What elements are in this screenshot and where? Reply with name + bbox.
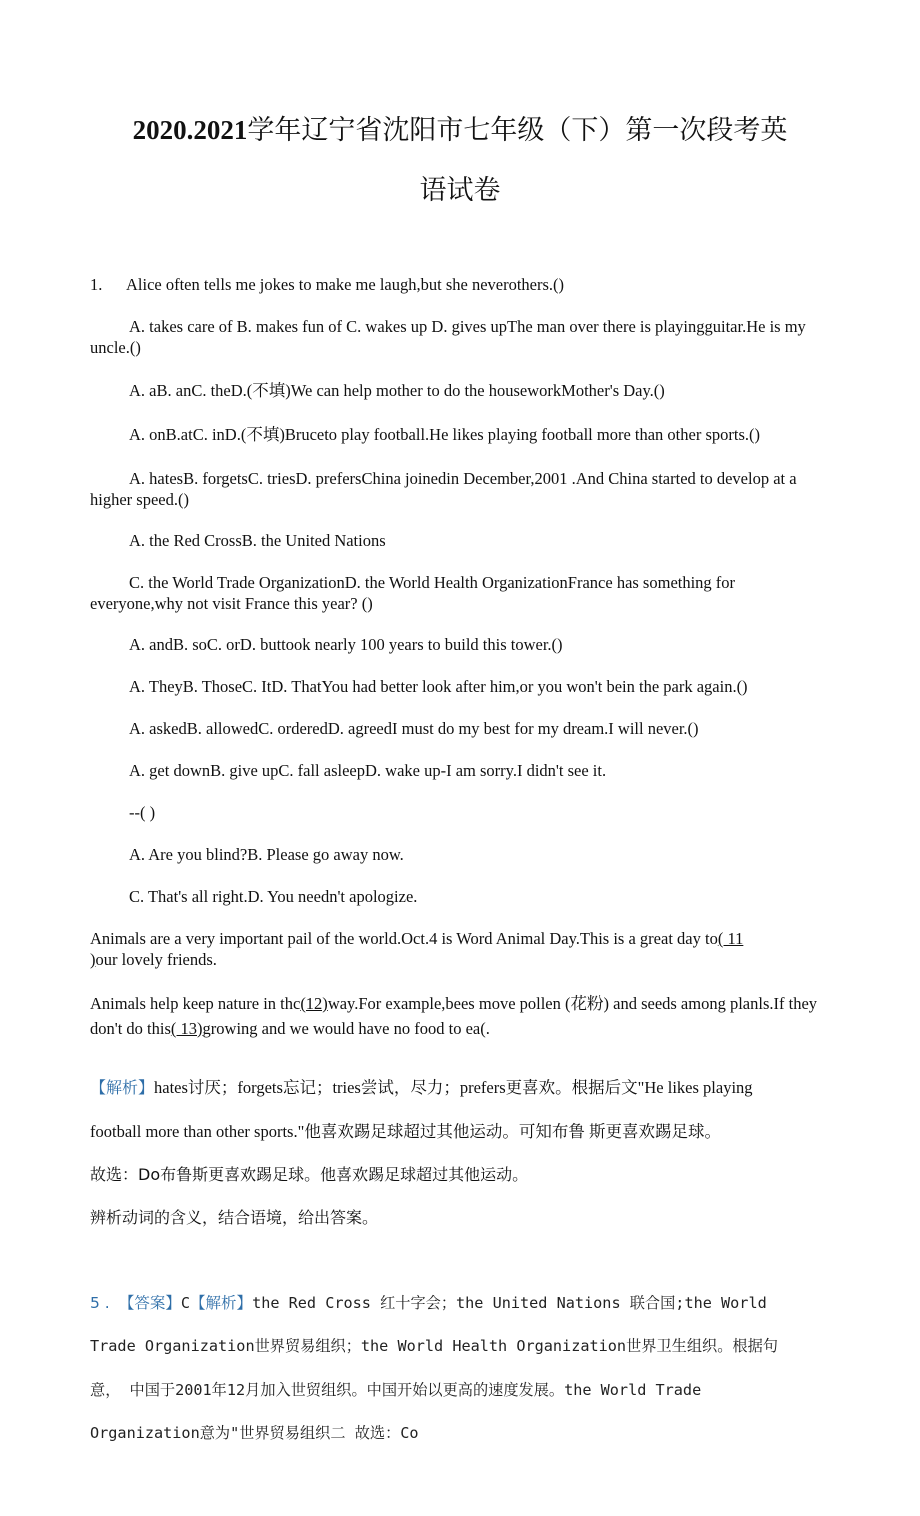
blank-12: (12) bbox=[300, 994, 328, 1013]
answer-5-line-3: 意， 中国于2001年12月加入世贸组织。中国开始以更高的速度发展。the World Trade bbox=[90, 1381, 702, 1399]
blank-13: ( 13) bbox=[170, 1019, 203, 1038]
question-number: 1. bbox=[90, 275, 103, 294]
passage-text: our lovely friends. bbox=[95, 950, 217, 969]
analysis-4-line-3: 故选：Do布鲁斯更喜欢踢足球。他喜欢踢足球超过其他运动。 bbox=[90, 1165, 529, 1184]
analysis-tag: 【解析】 bbox=[90, 1078, 155, 1097]
title-text: 学年辽宁省沈阳市七年级（下）第一次段考英 bbox=[247, 115, 788, 146]
passage-text: Animals help keep nature in thc bbox=[90, 994, 301, 1013]
paragraph-options-10: A. get downB. give upC. fall asleepD. wake up-I am sorry.I didn't see it. bbox=[129, 761, 607, 780]
page-title-line-2: 语试卷 bbox=[419, 175, 501, 206]
paragraph-dialogue-blank: --( ) bbox=[129, 803, 156, 822]
blank-11: ( 11 bbox=[717, 929, 744, 948]
answer-5-line-4: Organization意为"世界贸易组织二 故选：Co bbox=[90, 1424, 419, 1442]
analysis-4-line-4: 辨析动词的含义，结合语境，给出答案。 bbox=[90, 1208, 379, 1227]
analysis-tag: 【解析】 bbox=[190, 1294, 253, 1312]
paragraph-options-1: A. takes care of B. makes fun of C. wakes up D. gives upThe man over there is playingguitar.He is my uncle.() bbox=[90, 317, 806, 357]
answer-value: C bbox=[180, 1294, 191, 1312]
answer-number: 5 . bbox=[90, 1294, 110, 1312]
passage-text: Animals are a very important pail of the world.Oct.4 is Word Animal Day.This is a great day to bbox=[90, 929, 718, 948]
paragraph-options-3: A. onB.atC. inD.(不填)Bruceto play football.He likes playing football more than other sports.() bbox=[129, 425, 760, 444]
question-text: Alice often tells me jokes to make me laugh,but she neverothers.() bbox=[126, 275, 565, 294]
paragraph-options-4: A. hatesB. forgetsC. triesD. prefersChina joinedin December,2001 .And China started to develop at a higher speed.() bbox=[90, 469, 797, 509]
passage-paragraph-1 bbox=[90, 928, 830, 970]
analysis-4-line-1 bbox=[90, 1077, 830, 1099]
analysis-4-line-2: football more than other sports."他喜欢踢足球超过其他运动。可知布鲁 斯更喜欢踢足球。 bbox=[90, 1122, 721, 1141]
question-1 bbox=[90, 274, 830, 295]
title-year: 2020.2021 bbox=[132, 115, 248, 145]
answer-5-line-2: Trade Organization世界贸易组织；the World Health Organization世界卫生组织。根据句 bbox=[90, 1337, 778, 1355]
paragraph-options-7: A. andB. soC. orD. buttook nearly 100 years to build this tower.() bbox=[129, 635, 563, 654]
passage-paragraph-2 bbox=[90, 991, 830, 1041]
passage-text: growing and we would have no food to ea(. bbox=[202, 1019, 490, 1038]
paragraph-options-11: A. Are you blind?B. Please go away now. bbox=[129, 845, 404, 864]
paragraph-options-2: A. aB. anC. theD.(不填)We can help mother to do the houseworkMother's Day.() bbox=[129, 381, 665, 400]
paragraph-options-9: A. askedB. allowedC. orderedD. agreedI must do my best for my dream.I will never.() bbox=[129, 719, 699, 738]
answer-tag: 【答案】 bbox=[118, 1294, 181, 1312]
blank-11-close: ) bbox=[90, 950, 96, 969]
answer-5-line-1 bbox=[90, 1292, 830, 1314]
page-title-line-1 bbox=[0, 108, 920, 147]
paragraph-options-8: A. TheyB. ThoseC. ItD. ThatYou had better look after him,or you won't bein the park again.() bbox=[129, 677, 748, 696]
paragraph-options-6: C. the World Trade OrganizationD. the World Health OrganizationFrance has something for everyone,why not visit France this year? () bbox=[90, 573, 736, 613]
analysis-text: the Red Cross 红十字会；the United Nations 联合国;the World bbox=[252, 1294, 767, 1312]
analysis-text: hates讨厌；forgets忘记；tries尝试，尽力；prefers更喜欢。根据后文"He likes playing bbox=[154, 1078, 753, 1097]
passage-text: way.For example,bees move pollen (花粉) and seeds among planls.If they don't do this bbox=[90, 994, 818, 1038]
paragraph-options-5: A. the Red CrossB. the United Nations bbox=[129, 531, 386, 550]
paragraph-options-12: C. That's all right.D. You needn't apologize. bbox=[129, 887, 418, 906]
